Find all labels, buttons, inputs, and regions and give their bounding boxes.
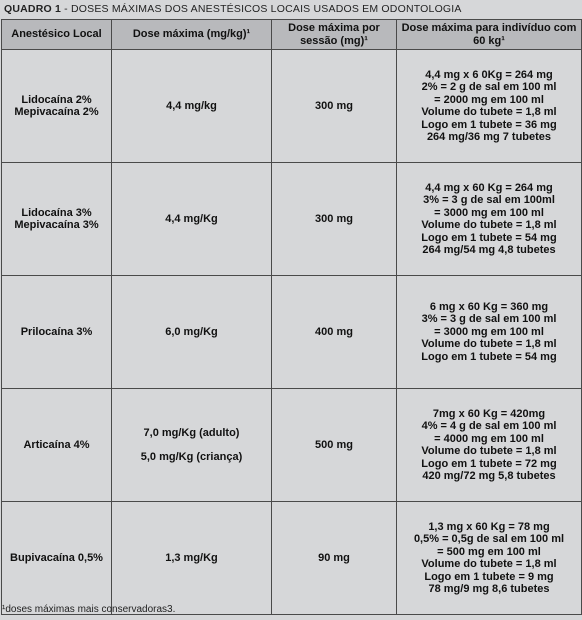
calc-line: 264 mg/54 mg 4,8 tubetes — [422, 244, 556, 256]
anesthetic-name: Mepivacaína 3% — [14, 219, 99, 231]
max-dose-value: 6,0 mg/Kg — [165, 325, 218, 338]
table-row — [2, 163, 582, 276]
table-row — [2, 50, 582, 163]
max-dose-value: 4,4 mg/kg — [166, 99, 217, 112]
calc-line: 4,4 mg x 60 Kg = 264 mg — [425, 181, 553, 194]
calc-line: 0,5% = 0,5g de sal em 100 ml — [413, 533, 565, 545]
calc-line: Volume do tubete = 1,8 ml — [421, 106, 557, 118]
calc-line: 420 mg/72 mg 5,8 tubetes — [422, 470, 556, 482]
caption-text: - DOSES MÁXIMAS DOS ANESTÉSICOS LOCAIS USADOS EM ODONTOLOGIA — [61, 3, 462, 15]
footnote: ¹doses máximas mais conservadoras3. — [2, 604, 176, 615]
calc-line: Volume do tubete = 1,8 ml — [421, 219, 557, 231]
calc-line: 1,3 mg x 60 Kg = 78 mg — [428, 520, 550, 533]
calc-line: Logo em 1 tubete = 36 mg — [421, 118, 557, 131]
table-header-row — [2, 20, 582, 50]
cell-max-dose — [112, 163, 272, 276]
cell-60kg-calc — [397, 389, 582, 502]
max-dose-value: 1,3 mg/Kg — [165, 551, 218, 564]
calc-line: 3% = 3 g de sal em 100 ml — [421, 313, 557, 326]
max-dose-value: 7,0 mg/Kg (adulto) — [143, 426, 240, 439]
col-header-anesthetic: Anestésico Local — [2, 20, 112, 50]
calc-line: 6 mg x 60 Kg = 360 mg — [429, 300, 549, 313]
cell-60kg-calc — [397, 50, 582, 163]
cell-anesthetic — [2, 163, 112, 276]
cell-60kg-calc — [397, 163, 582, 276]
calc-line: Logo em 1 tubete = 9 mg — [424, 570, 554, 583]
calc-line: = 3000 mg em 100 ml — [434, 325, 544, 338]
cell-session-dose: 400 mg — [272, 276, 397, 389]
anesthetic-name: Lidocaína 2% — [21, 93, 92, 106]
max-dose-value: 5,0 mg/Kg (criança) — [140, 451, 243, 463]
col-header-session-dose: Dose máxima por sessão (mg)¹ — [272, 20, 397, 50]
calc-line: = 3000 mg em 100 ml — [434, 206, 544, 219]
calc-line: 264 mg/36 mg 7 tubetes — [426, 131, 552, 143]
anesthetic-name: Lidocaína 3% — [21, 206, 92, 219]
calc-line: Logo em 1 tubete = 54 mg — [421, 231, 557, 244]
cell-anesthetic — [2, 50, 112, 163]
cell-max-dose — [112, 276, 272, 389]
calc-line: = 4000 mg em 100 ml — [434, 432, 544, 445]
anesthetic-name: Prilocaína 3% — [20, 325, 93, 338]
calc-line: = 2000 mg em 100 ml — [434, 93, 544, 106]
cell-session-dose: 300 mg — [272, 50, 397, 163]
max-dose-value: 4,4 mg/Kg — [165, 212, 218, 225]
cell-session-dose: 300 mg — [272, 163, 397, 276]
cell-session-dose: 90 mg — [272, 502, 397, 615]
cell-anesthetic — [2, 276, 112, 389]
calc-line: Logo em 1 tubete = 54 mg — [421, 350, 557, 363]
calc-line: 2% = 2 g de sal em 100 ml — [421, 81, 557, 93]
calc-line: 78 mg/9 mg 8,6 tubetes — [428, 583, 550, 595]
cell-session-dose: 500 mg — [272, 389, 397, 502]
table-row — [2, 389, 582, 502]
caption-label: QUADRO 1 — [4, 3, 62, 15]
calc-line: Volume do tubete = 1,8 ml — [421, 558, 557, 570]
anesthetic-name: Mepivacaína 2% — [14, 106, 99, 118]
calc-line: Volume do tubete = 1,8 ml — [421, 338, 557, 351]
table-row — [2, 276, 582, 389]
cell-anesthetic — [2, 389, 112, 502]
cell-max-dose — [112, 502, 272, 615]
cell-max-dose — [112, 389, 272, 502]
cell-60kg-calc — [397, 276, 582, 389]
col-header-60kg-dose: Dose máxima para indivíduo com 60 kg¹ — [397, 20, 582, 50]
dose-spacer — [114, 439, 269, 451]
table-row — [2, 502, 582, 615]
cell-60kg-calc — [397, 502, 582, 615]
cell-anesthetic — [2, 502, 112, 615]
calc-line: Volume do tubete = 1,8 ml — [421, 445, 557, 457]
anesthetic-name: Articaína 4% — [23, 438, 90, 451]
table-caption — [4, 3, 462, 15]
max-dose-table — [1, 19, 582, 615]
calc-line: Logo em 1 tubete = 72 mg — [421, 457, 557, 470]
calc-line: 4% = 4 g de sal em 100 ml — [421, 420, 557, 432]
cell-max-dose — [112, 50, 272, 163]
calc-line: 4,4 mg x 6 0Kg = 264 mg — [425, 68, 553, 81]
calc-line: 7mg x 60 Kg = 420mg — [432, 407, 546, 420]
col-header-max-dose: Dose máxima (mg/kg)¹ — [112, 20, 272, 50]
calc-line: = 500 mg em 100 ml — [437, 545, 541, 558]
anesthetic-name: Bupivacaína 0,5% — [10, 551, 103, 564]
calc-line: 3% = 3 g de sal em 100ml — [423, 194, 555, 206]
